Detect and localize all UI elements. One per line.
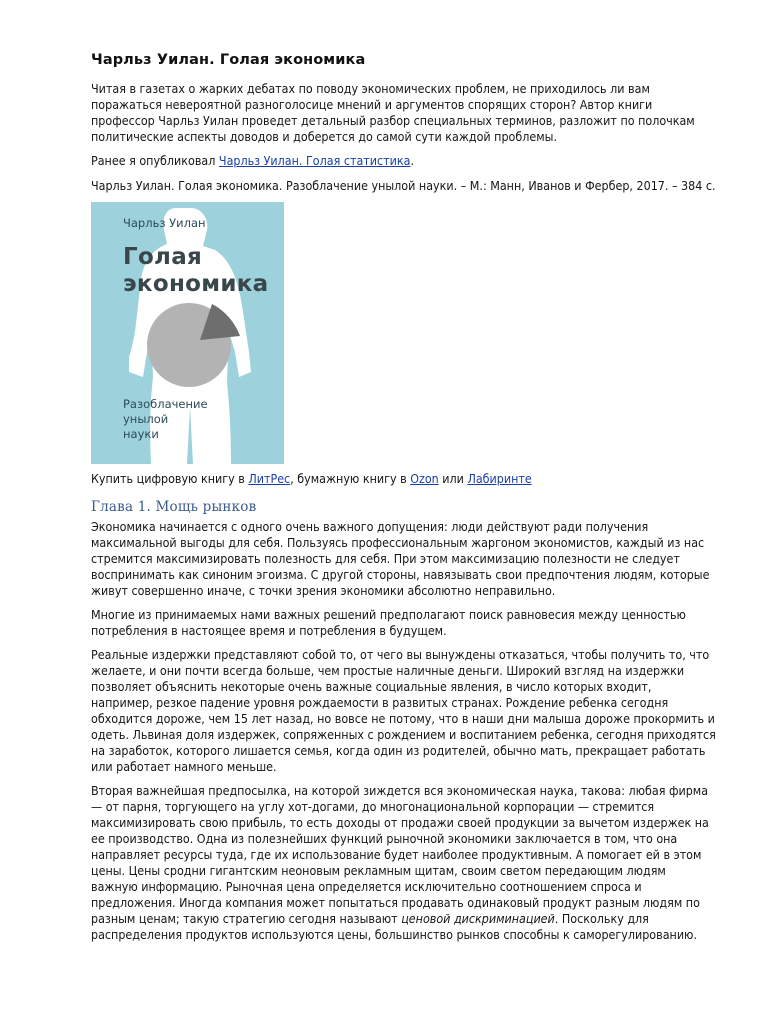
buy-middle1: , бумажную книгу в xyxy=(290,471,411,486)
cover-title-line2: экономика xyxy=(123,271,269,297)
earlier-suffix: . xyxy=(410,153,414,168)
buy-links-paragraph xyxy=(91,471,716,487)
cover-subtitle-line3: науки xyxy=(123,427,159,441)
ozon-link[interactable]: Ozon xyxy=(410,471,439,486)
naked-statistics-link[interactable]: Чарльз Уилан. Голая статистика xyxy=(218,153,411,168)
para4-after: . Поскольку для распределения продуктов используются цены, большинство рынков способны к саморегулированию. xyxy=(91,911,697,942)
earlier-prefix: Ранее я опубликовал xyxy=(91,153,219,168)
citation-paragraph: Чарльз Уилан. Голая экономика. Разоблачение унылой науки. – М.: Манн, Иванов и Фербер, 2017. – 384 с. xyxy=(91,178,716,193)
cover-author: Чарльз Уилан xyxy=(123,216,206,230)
document-title: Чарльз Уилан. Голая экономика xyxy=(91,52,366,68)
intro-paragraph: Читая в газетах о жарких дебатах по поводу экономических проблем, не приходилось ли вам поражаться невероятной разноголосице мнений и аргументов спорящих сторон? Автор книги профессор Чарльз Уилан проведет детальный разбор специальных терминов, разложит по полочкам политические аспекты доводов и доберется до самой сути каждой проблемы. xyxy=(91,81,695,144)
buy-prefix: Купить цифровую книгу в xyxy=(91,471,249,486)
cover-subtitle-line2: унылой xyxy=(123,412,169,426)
chapter-heading: Глава 1. Мощь рынков xyxy=(91,499,257,515)
litres-link[interactable]: ЛитРес xyxy=(248,471,291,486)
buy-middle2: или xyxy=(438,471,468,486)
earlier-publication-paragraph xyxy=(91,153,716,169)
body-paragraph-2: Многие из принимаемых нами важных решений предполагают поиск равновесия между ценностью потребления в настоящее время и потребления в будущем. xyxy=(91,607,686,638)
cover-title-line1: Голая xyxy=(123,244,203,270)
para4-before: Вторая важнейшая предпосылка, на которой зиждется вся экономическая наука, такова: любая фирма — от парня, торгующего на углу хот-догами, до многонациональной корпорации — стремится максимизировать свою прибыль, то есть доходы от продажи своей продукции за вычетом издержек на ее производство. Одна из полезнейших функций рыночной экономики заключается в том, что она направляет ресурсы туда, где их использование будет наиболее продуктивным. А помогает ей в этом цены. Цены сродни гигантским неоновым рекламным щитам, своим светом передающим людям важную информацию. Рыночная цена определяется исключительно соотношением спроса и предложения. Иногда компания может попытаться продавать одинаковый продукт разным людям по разным ценам; такую стратегию сегодня называют xyxy=(91,783,709,926)
body-paragraph-3: Реальные издержки представляют собой то, от чего вы вынуждены отказаться, чтобы получить то, что желаете, и они почти всегда больше, чем простые наличные деньги. Широкий взгляд на издержки позволяет объяснить некоторые очень важные социальные явления, в число которых входит, например, резкое падение уровня рождаемости в развитых странах. Рождение ребенка сегодня обходится дороже, чем 15 лет назад, но вовсе не потому, что в наши дни малыша дороже прокормить и одеть. Львиная доля издержек, сопряженных с рождением и воспитанием ребенка, сегодня приходятся на заработок, которого лишается семья, когда один из родителей, обычно мать, прекращает работать или работает намного меньше. xyxy=(91,647,716,774)
body-paragraph-4 xyxy=(91,783,716,943)
book-cover-image xyxy=(91,202,284,464)
document-page xyxy=(91,52,716,951)
cover-subtitle-line1: Разоблачение xyxy=(123,397,208,411)
body-paragraph-1: Экономика начинается с одного очень важного допущения: люди действуют ради получения максимальной выгоды для себя. Пользуясь профессиональным жаргоном экономистов, каждый из нас стремится максимизировать полезность для себя. При этом максимизацию полезности не следует воспринимать как синоним эгоизма. С другой стороны, навязывать свои предпочтения людям, которые живут совершенно иначе, с точки зрения экономики абсолютно неправильно. xyxy=(91,519,710,598)
cover-subtitle xyxy=(123,397,208,442)
price-discrimination-term: ценовой дискриминацией xyxy=(401,911,555,926)
labirint-link[interactable]: Лабиринте xyxy=(467,471,532,486)
